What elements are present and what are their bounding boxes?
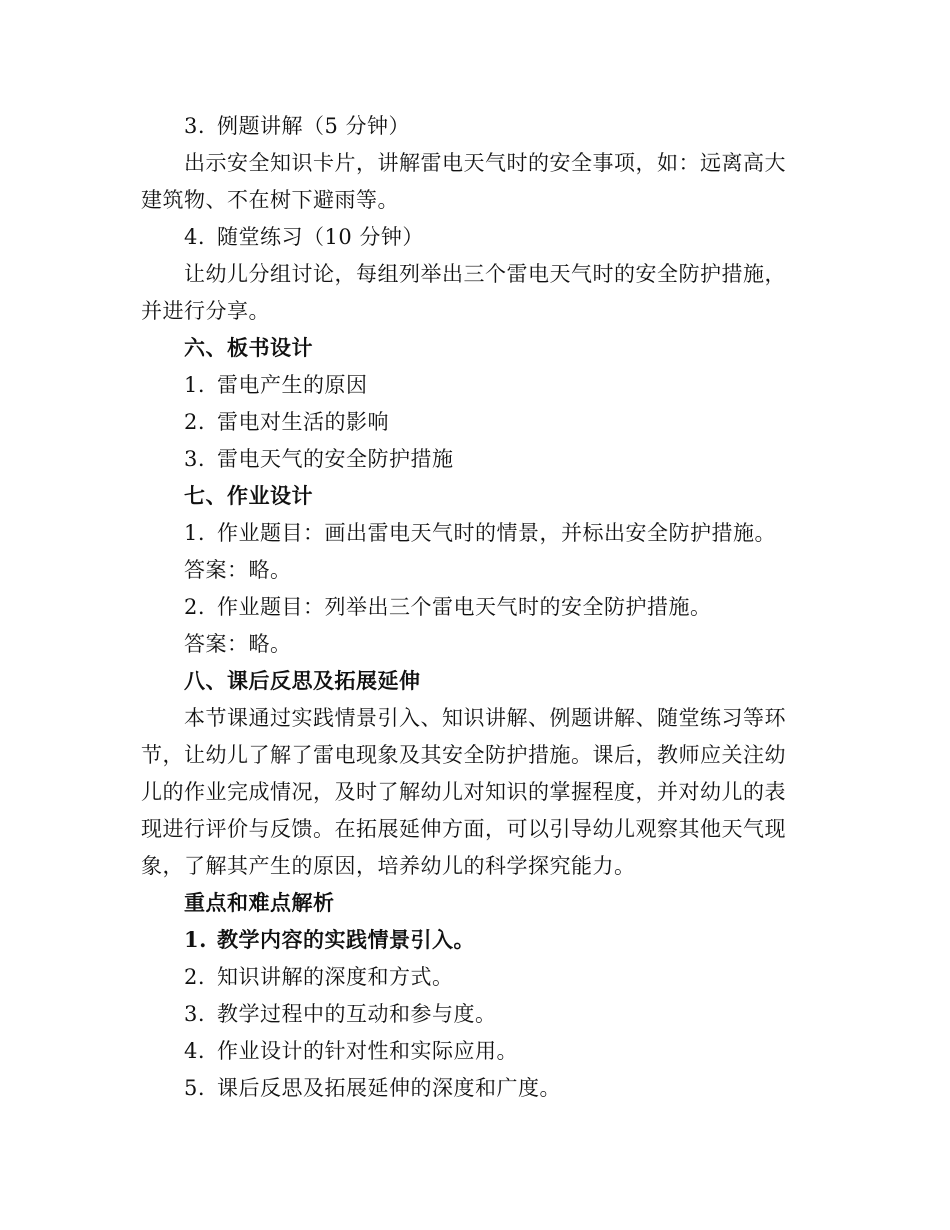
list-number: 4. xyxy=(184,225,206,249)
list-item-example-explanation xyxy=(184,111,410,141)
paragraph-line: 象，了解其产生的原因，培养幼儿的科学探究能力。 xyxy=(141,854,636,878)
list-text: 雷电对生活的影响 xyxy=(217,410,389,434)
list-text: 例题讲解（5 分钟） xyxy=(217,114,411,138)
list-number: 5. xyxy=(184,1076,206,1100)
paragraph-line: 儿的作业完成情况，及时了解幼儿对知识的掌握程度，并对幼儿的表 xyxy=(141,780,786,804)
list-text: 随堂练习（10 分钟） xyxy=(217,225,424,249)
list-text: 作业设计的针对性和实际应用。 xyxy=(217,1039,518,1063)
paragraph-line: 建筑物、不在树下避雨等。 xyxy=(141,188,399,212)
list-number: 1. xyxy=(184,521,206,545)
list-item xyxy=(184,999,497,1029)
answer-line: 答案：略。 xyxy=(184,558,292,582)
section-heading-key-points: 重点和难点解析 xyxy=(184,890,335,915)
paragraph-line: 并进行分享。 xyxy=(141,299,270,323)
list-number: 1. xyxy=(184,373,206,397)
list-text: 雷电天气的安全防护措施 xyxy=(217,447,454,471)
paragraph-line: 出示安全知识卡片，讲解雷电天气时的安全事项，如：远离高大 xyxy=(184,151,786,175)
list-number: 2. xyxy=(184,965,206,989)
list-number: 4. xyxy=(184,1039,206,1063)
list-number: 3. xyxy=(184,447,206,471)
section-heading-reflection: 八、课后反思及拓展延伸 xyxy=(184,668,421,693)
list-item xyxy=(184,407,389,437)
paragraph-line: 让幼儿分组讨论，每组列举出三个雷电天气时的安全防护措施， xyxy=(184,262,786,286)
list-item xyxy=(184,518,776,548)
list-text: 知识讲解的深度和方式。 xyxy=(217,965,454,989)
section-heading-board-design: 六、板书设计 xyxy=(184,335,313,360)
paragraph-line: 本节课通过实践情景引入、知识讲解、例题讲解、随堂练习等环 xyxy=(184,706,786,730)
list-text: 课后反思及拓展延伸的深度和广度。 xyxy=(217,1076,561,1100)
list-number: 3. xyxy=(184,1002,206,1026)
list-item xyxy=(184,370,368,400)
list-number: 2. xyxy=(184,595,206,619)
list-text: 教学过程中的互动和参与度。 xyxy=(217,1002,497,1026)
section-heading-homework: 七、作业设计 xyxy=(184,483,313,508)
paragraph-line: 节，让幼儿了解了雷电现象及其安全防护措施。课后，教师应关注幼 xyxy=(141,743,786,767)
list-number: 1. xyxy=(184,927,207,952)
list-item xyxy=(184,1073,561,1103)
list-text: 教学内容的实践情景引入。 xyxy=(217,927,475,952)
list-text: 雷电产生的原因 xyxy=(217,373,368,397)
answer-line: 答案：略。 xyxy=(184,632,292,656)
list-item xyxy=(184,925,475,955)
list-item xyxy=(184,1036,518,1066)
list-item xyxy=(184,962,454,992)
list-number: 3. xyxy=(184,114,206,138)
list-text: 作业题目：列举出三个雷电天气时的安全防护措施。 xyxy=(217,595,712,619)
list-item xyxy=(184,444,454,474)
list-text: 作业题目：画出雷电天气时的情景，并标出安全防护措施。 xyxy=(217,521,776,545)
list-item-practice xyxy=(184,222,424,252)
list-number: 2. xyxy=(184,410,206,434)
paragraph-line: 现进行评价与反馈。在拓展延伸方面，可以引导幼儿观察其他天气现 xyxy=(141,817,786,841)
list-item xyxy=(184,592,712,622)
